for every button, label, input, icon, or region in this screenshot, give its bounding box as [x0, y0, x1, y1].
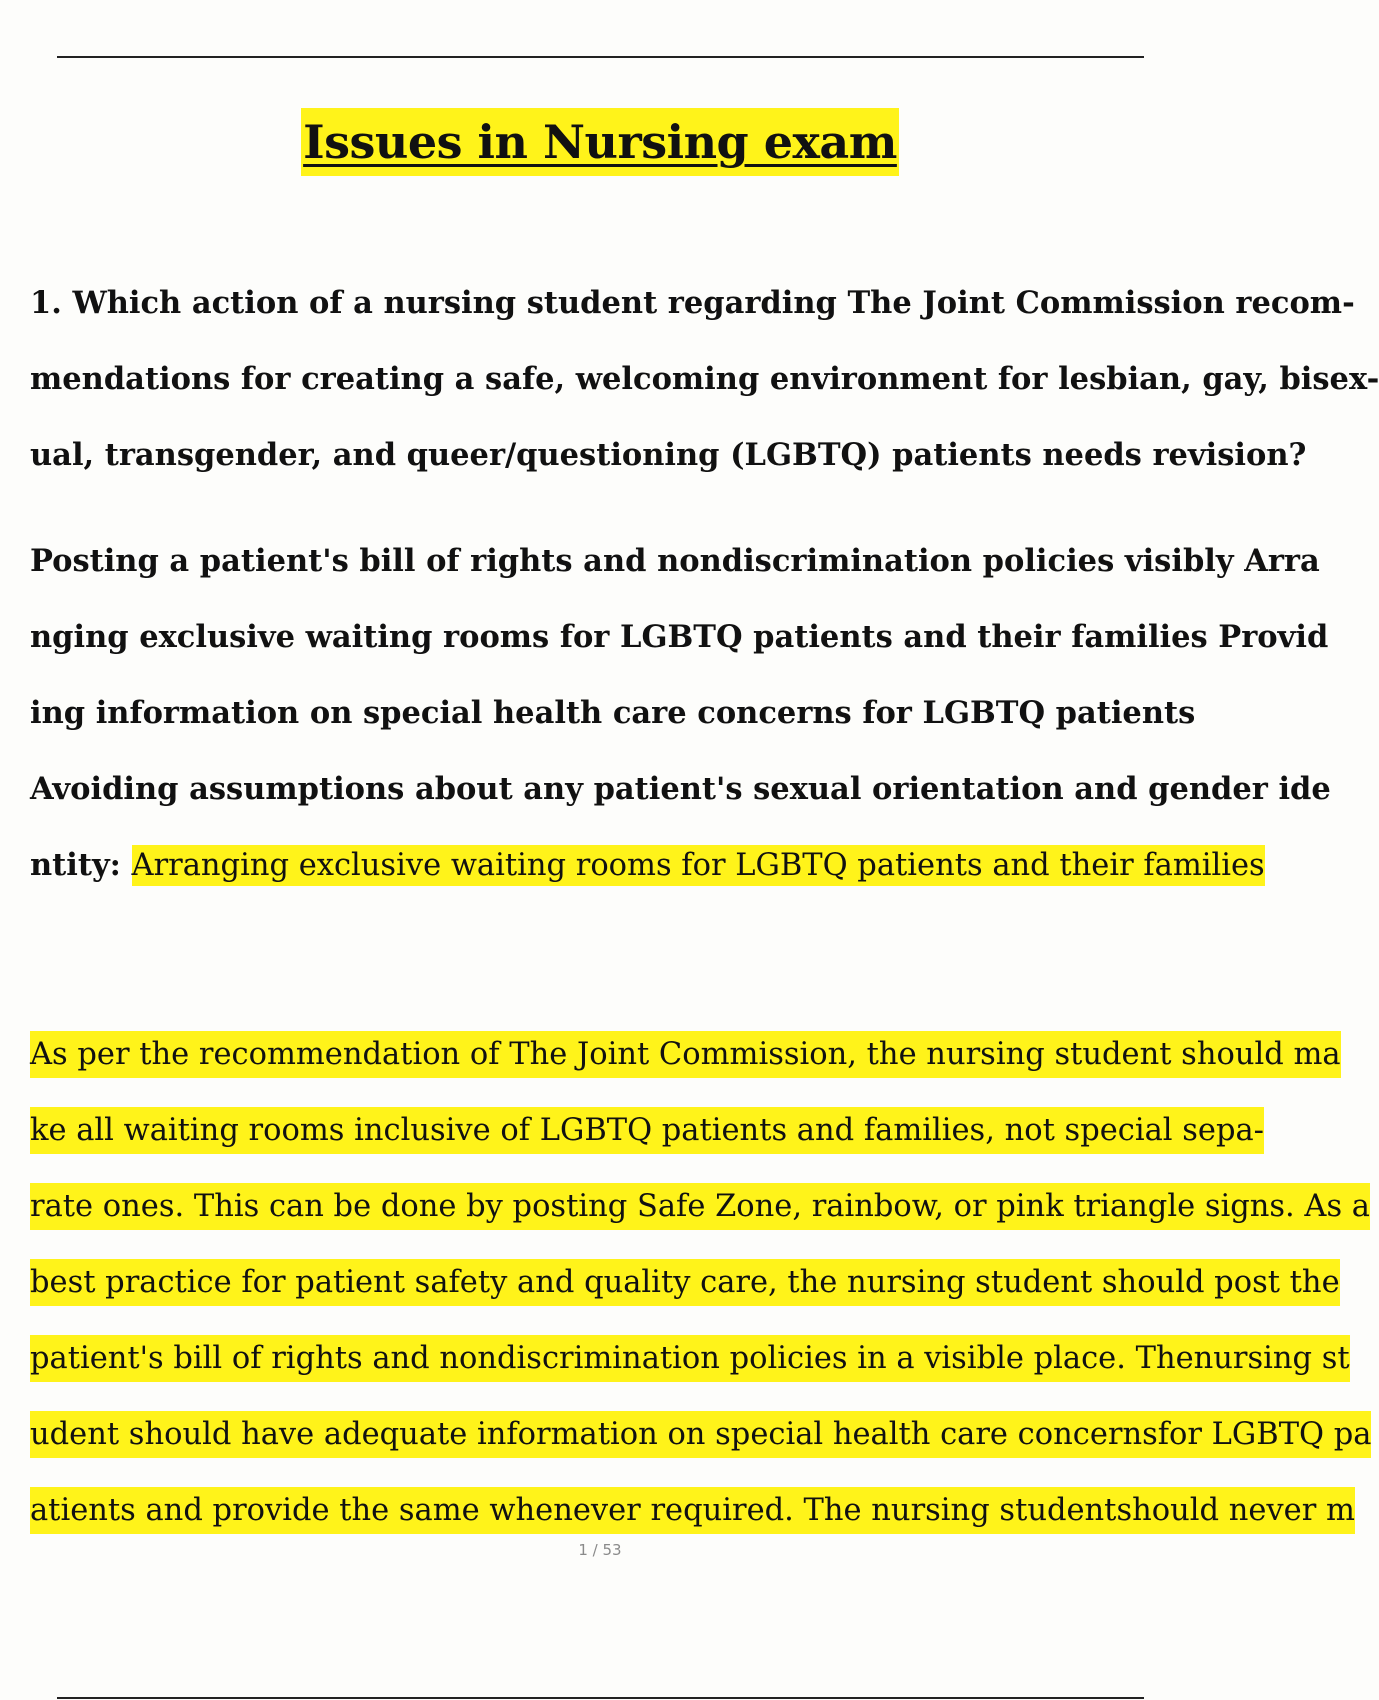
explanation-line	[30, 1321, 1350, 1397]
option-line: ing information on special health care concerns for LGBTQ patients	[30, 695, 1196, 731]
explanation-block	[30, 1017, 1372, 1549]
highlighted-explanation-text: udent should have adequate information on special health care concernsfor LGBTQ pa	[30, 1411, 1371, 1458]
explanation-line	[30, 1017, 1341, 1093]
explanation-line	[30, 1245, 1340, 1321]
explanation-line	[30, 1397, 1372, 1473]
bottom-rule	[57, 1697, 1144, 1699]
options-block	[30, 523, 1331, 903]
highlighted-answer: Arranging exclusive waiting rooms for LGBTQ patients and their families	[132, 845, 1265, 886]
highlighted-explanation-text: rate ones. This can be done by posting Safe Zone, rainbow, or pink triangle signs. As a	[30, 1183, 1370, 1230]
explanation-line	[30, 1473, 1355, 1549]
highlighted-explanation-text: atients and provide the same whenever required. The nursing studentshould never m	[30, 1487, 1355, 1534]
answer-line	[30, 827, 1265, 903]
highlighted-explanation-text: patient's bill of rights and nondiscrimination policies in a visible place. Thenursing st	[30, 1335, 1350, 1382]
question-line: 1. Which action of a nursing student regarding The Joint Commission recom-	[30, 285, 1355, 321]
answer-prefix: ntity:	[30, 847, 132, 883]
title-container	[0, 108, 1200, 176]
highlighted-explanation-text: As per the recommendation of The Joint Commission, the nursing student should ma	[30, 1031, 1341, 1078]
question-line: mendations for creating a safe, welcoming environment for lesbian, gay, bisex-	[30, 361, 1379, 397]
page-indicator: 1 / 53	[578, 1541, 622, 1559]
explanation-line	[30, 1093, 1264, 1169]
option-line: Avoiding assumptions about any patient's sexual orientation and gender ide	[30, 771, 1331, 807]
top-rule	[57, 56, 1144, 58]
option-line: nging exclusive waiting rooms for LGBTQ patients and their families Provid	[30, 619, 1329, 655]
option-line: Posting a patient's bill of rights and nondiscrimination policies visibly Arra	[30, 543, 1320, 579]
highlighted-explanation-text: ke all waiting rooms inclusive of LGBTQ patients and families, not special sepa-	[30, 1107, 1264, 1154]
question-block	[30, 265, 1379, 493]
highlighted-explanation-text: best practice for patient safety and quality care, the nursing student should post the	[30, 1259, 1340, 1306]
explanation-line	[30, 1169, 1370, 1245]
question-line: ual, transgender, and queer/questioning (LGBTQ) patients needs revision?	[30, 437, 1307, 473]
document-title: Issues in Nursing exam	[301, 108, 899, 176]
